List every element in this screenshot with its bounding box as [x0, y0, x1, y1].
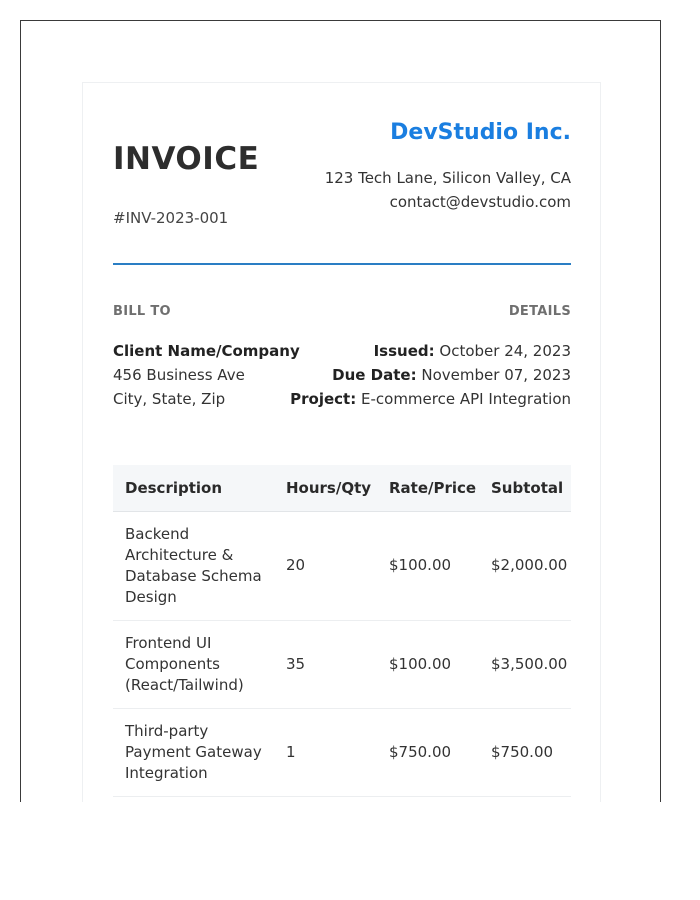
issued-value: October 24, 2023 — [439, 342, 571, 360]
client-name: Client Name/Company — [113, 342, 300, 360]
row-description: Frontend UI Components (React/Tailwind) — [113, 620, 274, 708]
row-qty: 35 — [274, 620, 377, 708]
company-email: contact@devstudio.com — [389, 193, 571, 211]
due-label: Due Date: — [332, 366, 417, 384]
client-city: City, State, Zip — [113, 390, 226, 408]
project-label: Project: — [290, 390, 357, 408]
due-date — [332, 366, 571, 384]
row-description: Backend Architecture & Database Schema Design — [113, 511, 274, 620]
bill-to-heading: BILL TO — [113, 304, 171, 319]
company-address: 123 Tech Lane, Silicon Valley, CA — [324, 169, 571, 187]
row-rate: $100.00 — [377, 620, 479, 708]
issued-label: Issued: — [373, 342, 435, 360]
invoice-title: INVOICE — [113, 141, 260, 177]
company-name: DevStudio Inc. — [390, 120, 571, 145]
row-rate: $750.00 — [377, 708, 479, 796]
column-header-subtotal: Subtotal — [479, 465, 571, 511]
table-row — [113, 620, 571, 708]
row-qty: 20 — [274, 511, 377, 620]
table-row — [113, 511, 571, 620]
row-qty: 1 — [274, 708, 377, 796]
header-divider — [113, 263, 571, 265]
project-value: E-commerce API Integration — [361, 390, 571, 408]
row-subtotal: $3,500.00 — [479, 620, 571, 708]
line-items-table — [113, 465, 571, 797]
invoice-card — [82, 82, 601, 802]
column-header-qty: Hours/Qty — [274, 465, 377, 511]
invoice-number: #INV-2023-001 — [113, 209, 229, 227]
page-frame — [20, 20, 661, 802]
column-header-rate: Rate/Price — [377, 465, 479, 511]
row-subtotal: $750.00 — [479, 708, 571, 796]
client-street: 456 Business Ave — [113, 366, 245, 384]
due-value: November 07, 2023 — [421, 366, 571, 384]
table-row — [113, 708, 571, 796]
column-header-description: Description — [113, 465, 274, 511]
row-description: Third-party Payment Gateway Integration — [113, 708, 274, 796]
details-heading: DETAILS — [508, 304, 571, 319]
issued-date — [374, 342, 571, 360]
table-header-row — [113, 465, 571, 511]
row-subtotal: $2,000.00 — [479, 511, 571, 620]
row-rate: $100.00 — [377, 511, 479, 620]
project — [290, 390, 571, 408]
